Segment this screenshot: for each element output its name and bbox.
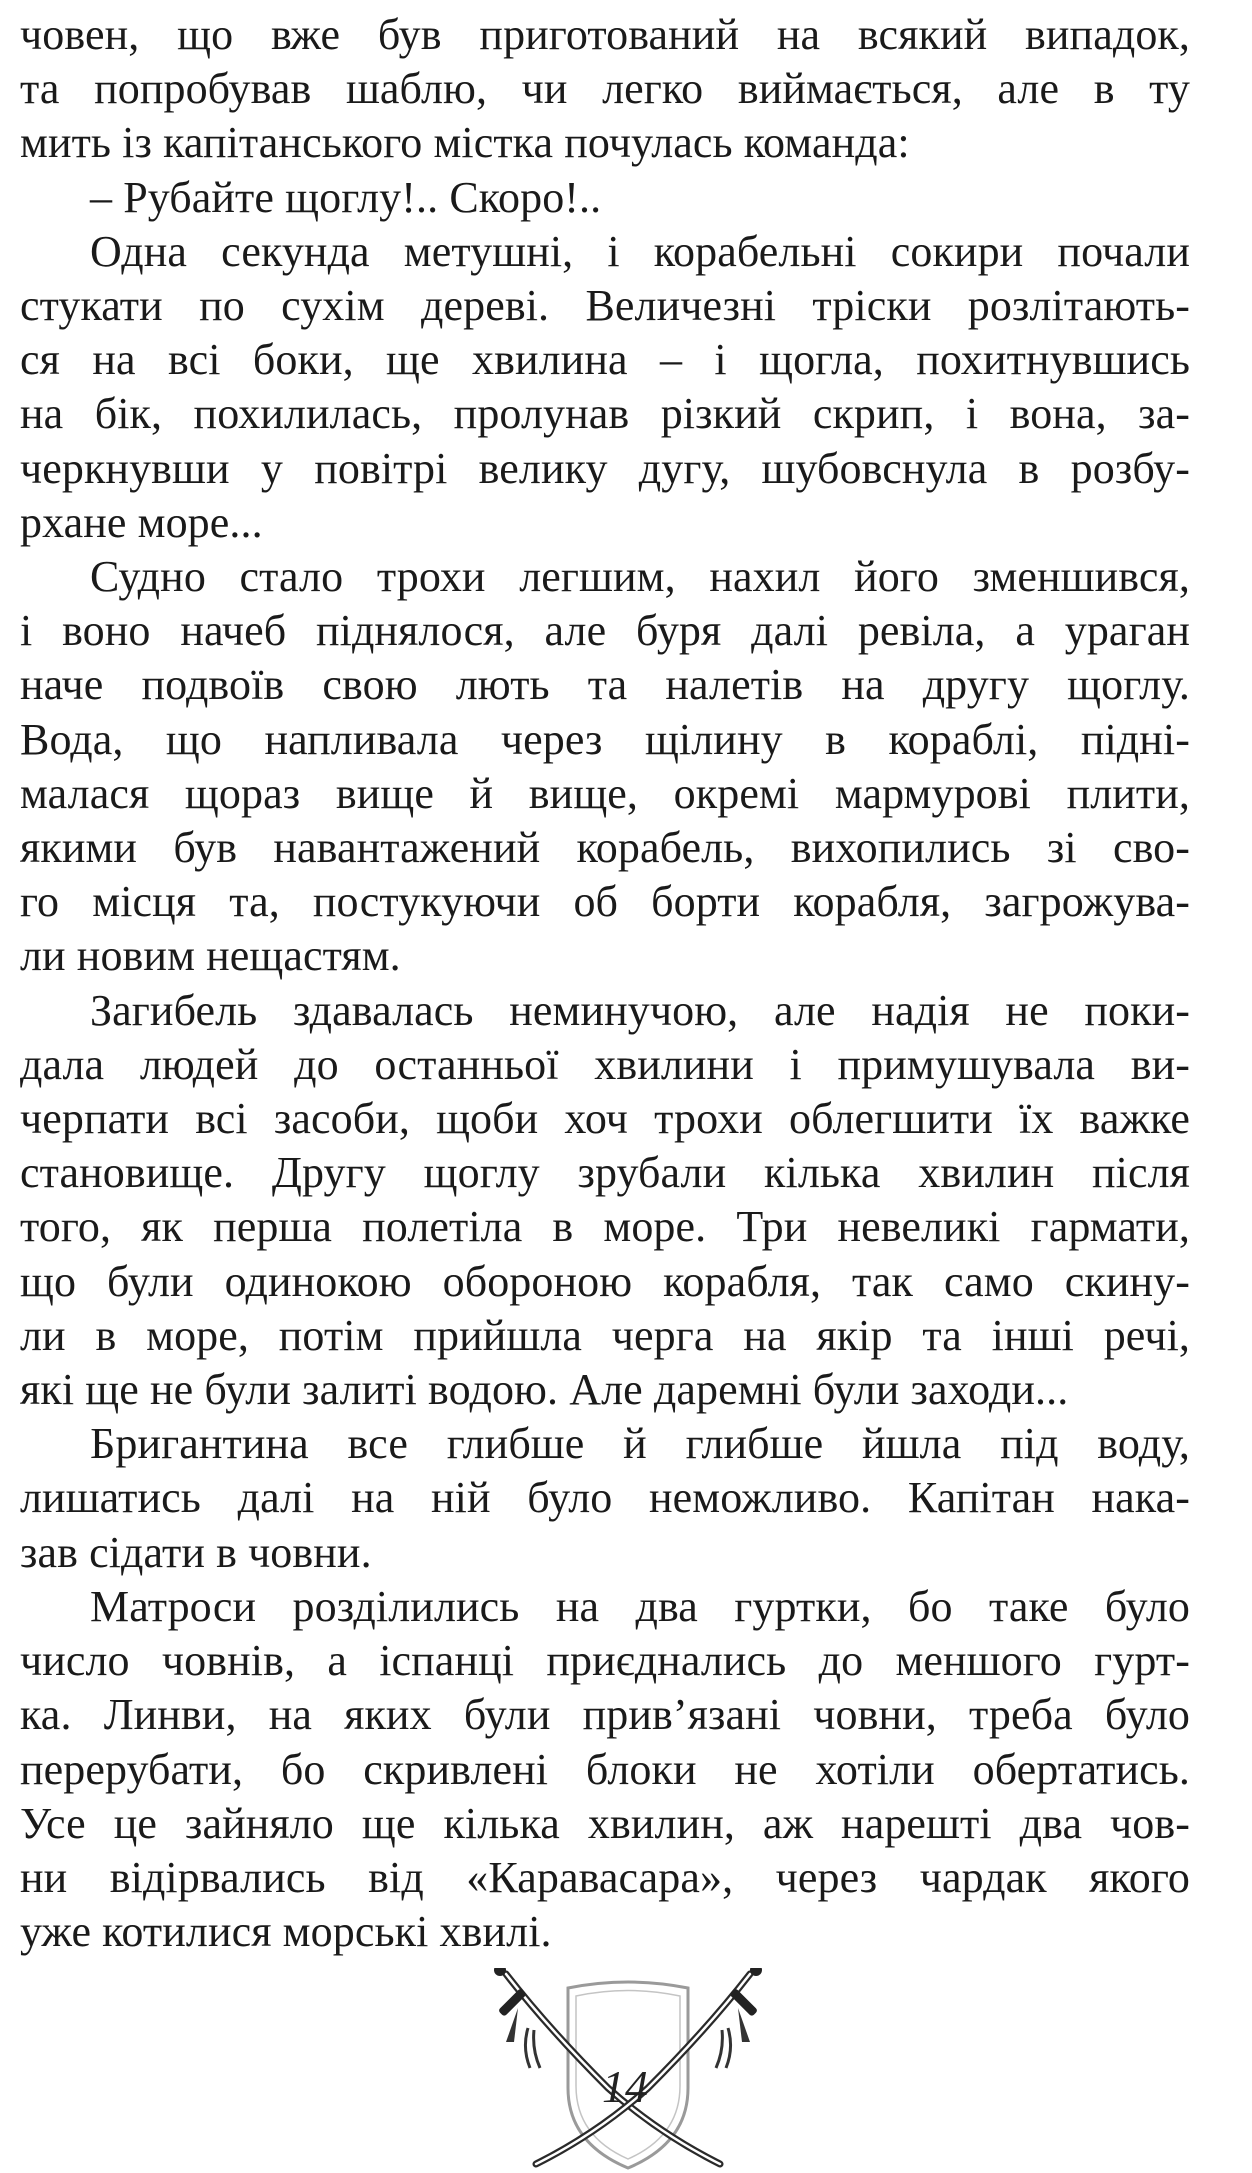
text-line: якими був навантажений корабель, вихопились зі сво- — [20, 823, 1190, 873]
text-line: ся на всі боки, ще хвилина – і щогла, похитнувшись — [20, 335, 1190, 385]
text-line: дала людей до останньої хвилини і примушувала ви- — [20, 1039, 1190, 1089]
text-line: мить із капітанського містка почулась команда: — [20, 118, 910, 168]
text-line: які ще не були залиті водою. Але даремні були заходи... — [20, 1365, 1069, 1415]
text-line: го місця та, постукуючи об борти корабля, загрожува- — [20, 877, 1190, 927]
text-line: становище. Другу щоглу зрубали кілька хвилин після — [20, 1148, 1190, 1198]
paragraph — [20, 550, 1190, 984]
text-line: перерубати, бо скривлені блоки не хотіли обертатись. — [20, 1744, 1190, 1794]
text-line: черкнувши у повітрі велику дугу, шубовснула в розбу- — [20, 443, 1190, 493]
text-line: черпати всі засоби, щоби хоч трохи облегшити їх важке — [20, 1094, 1190, 1144]
text-line: Бригантина все глибше й глибше йшла під воду, — [90, 1419, 1190, 1469]
paragraph — [20, 225, 1190, 550]
text-line: ли новим нещастям. — [20, 931, 401, 981]
page-number: 14 — [602, 2061, 648, 2112]
text-line: Матроси розділились на два гуртки, бо таке було — [90, 1581, 1190, 1631]
text-line: лишатись далі на ній було неможливо. Капітан нака- — [20, 1473, 1190, 1523]
text-line: рхане море... — [20, 497, 263, 547]
text-line: на бік, похилилась, пролунав різкий скрип, і вона, за- — [20, 389, 1190, 439]
text-line: і воно начеб піднялося, але буря далі ревіла, а ураган — [20, 606, 1190, 656]
body-text — [20, 0, 1190, 1959]
text-line: малася щораз вище й вище, окремі мармурові плити, — [20, 768, 1190, 818]
text-line: човен, що вже був приготований на всякий випадок, — [20, 10, 1190, 59]
text-line: число човнів, а іспанці приєднались до меншого гурт- — [20, 1636, 1190, 1686]
text-line: ни відірвались від «Каравасара», через чардак якого — [20, 1852, 1190, 1902]
text-line: що були одинокою обороною корабля, так само скину- — [20, 1256, 1190, 1306]
paragraph — [20, 984, 1190, 1418]
text-line: стукати по сухім дереві. Величезні тріски розлітають- — [20, 281, 1190, 331]
text-line: Загибель здавалась неминучою, але надія не поки- — [90, 985, 1190, 1035]
paragraph — [20, 8, 1190, 171]
text-line: Усе це зайняло ще кілька хвилин, аж нарешті два чов- — [20, 1798, 1190, 1848]
page-footer — [0, 1968, 1252, 2173]
paragraph — [20, 171, 1190, 225]
text-line: ка. Линви, на яких були прив’язані човни, треба було — [20, 1690, 1190, 1740]
text-line: та попробував шаблю, чи легко виймається, але в ту — [20, 64, 1190, 114]
text-line: зав сідати в човни. — [20, 1527, 372, 1577]
text-line: ли в море, потім прийшла черга на якір та інші речі, — [20, 1310, 1190, 1360]
text-line: Вода, що напливала через щілину в кораблі, підні- — [20, 714, 1190, 764]
text-line: того, як перша полетіла в море. Три невеликі гармати, — [20, 1202, 1190, 1252]
text-line: Одна секунда метушні, і корабельні сокири почали — [90, 226, 1190, 276]
text-line: наче подвоїв свою лють та налетів на другу щоглу. — [20, 660, 1190, 710]
text-line: – Рубайте щоглу!.. Скоро!.. — [90, 172, 602, 222]
text-line: уже котилися морські хвилі. — [20, 1907, 552, 1957]
paragraph — [20, 1580, 1190, 1959]
text-line: Судно стало трохи легшим, нахил його зменшився, — [90, 552, 1190, 602]
page — [20, 0, 1190, 1959]
paragraph — [20, 1417, 1190, 1580]
